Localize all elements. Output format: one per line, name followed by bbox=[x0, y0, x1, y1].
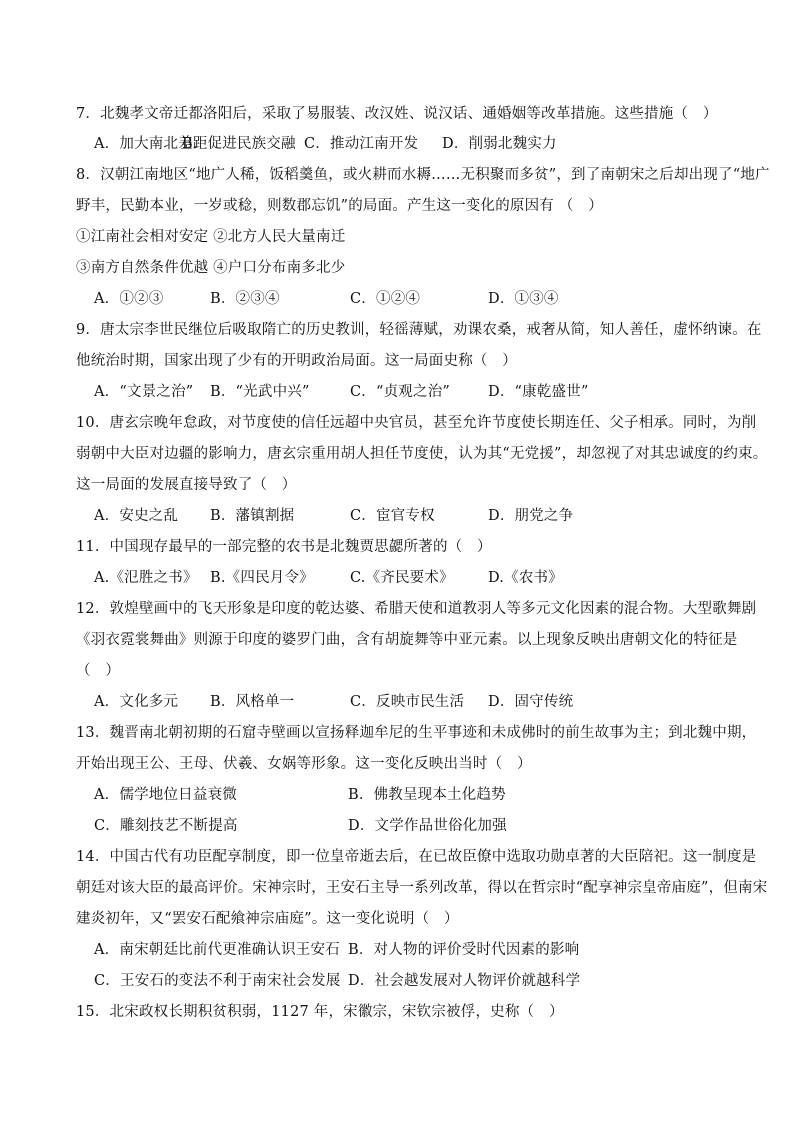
question-8-statement-1: ①江南社会相对安定 ②北方人民大量南迁 bbox=[76, 229, 346, 245]
question-11-option-a: A.《氾胜之书》 bbox=[94, 570, 198, 586]
question-12-option-b: B．风格单一 bbox=[210, 694, 295, 710]
question-10-line-1: 10．唐玄宗晚年怠政，对节度使的信任远超中央官员，甚至允许节度使长期连任、父子相承。同时，为削 bbox=[76, 415, 757, 431]
question-12-option-d: D．固守传统 bbox=[488, 694, 574, 710]
question-14-option-d: D．社会越发展对人物评价就越科学 bbox=[348, 973, 581, 989]
question-14-line-2: 朝廷对该大臣的最高评价。宋神宗时，王安石主导一系列改革，得以在哲宗时“配享神宗皇帝庙庭”，但南宋 bbox=[76, 880, 768, 896]
question-10-option-c: C．宦官专权 bbox=[350, 508, 435, 524]
question-13-option-c: C．雕刻技艺不断提高 bbox=[94, 818, 238, 834]
question-12-options bbox=[94, 692, 573, 712]
question-13-line-1: 13．魏晋南北朝初期的石窟寺壁画以宣扬释迦牟尼的生平事迹和未成佛时的前生故事为主；到北魏中期， bbox=[76, 725, 757, 741]
question-14-option-c: C．王安石的变法不利于南宋社会发展 bbox=[94, 973, 341, 989]
question-9-option-d: D．“康乾盛世” bbox=[488, 384, 589, 400]
question-9-options bbox=[94, 382, 589, 402]
question-7-option-c: C．推动江南开发 bbox=[304, 136, 419, 152]
question-8-statement-2: ③南方自然条件优越 ④户口分布南多北少 bbox=[76, 260, 346, 276]
question-11-option-d: D.《农书》 bbox=[488, 570, 563, 586]
question-12-line-1: 12．敦煌壁画中的飞天形象是印度的乾达婆、希腊天使和道教羽人等多元文化因素的混合物。大型歌舞剧 bbox=[76, 601, 757, 617]
question-10-line-2: 弱朝中大臣对边疆的影响力，唐玄宗重用胡人担任节度使，认为其“无党援”，却忽视了对其忠诚度的约束。 bbox=[76, 446, 768, 462]
question-10-option-b: B．藩镇割据 bbox=[210, 508, 295, 524]
question-13-option-a: A．儒学地位日益衰微 bbox=[94, 787, 237, 803]
question-13-option-d: D．文学作品世俗化加强 bbox=[348, 818, 507, 834]
question-14-option-a: A．南宋朝廷比前代更准确认识王安石 bbox=[94, 942, 340, 958]
question-7-line-1: 7．北魏孝文帝迁都洛阳后，采取了易服装、改汉姓、说汉话、通婚姻等改革措施。这些措施（ ） bbox=[76, 106, 718, 122]
question-8-option-a: A．①②③ bbox=[94, 291, 164, 307]
question-9-line-2: 他统治时期，国家出现了少有的开明政治局面。这一局面史称（ ） bbox=[76, 353, 517, 369]
question-12-option-c: C．反映市民生活 bbox=[350, 694, 465, 710]
question-15-line-1: 15．北宋政权长期积贫积弱，1127 年，宋徽宗，宋钦宗被俘，史称（ ） bbox=[76, 1004, 564, 1020]
question-10-option-a: A．安史之乱 bbox=[94, 508, 179, 524]
question-11-option-b: B.《四民月令》 bbox=[210, 570, 314, 586]
question-7-options bbox=[94, 134, 557, 154]
question-12-line-2: 《羽衣霓裳舞曲》则源于印度的婆罗门曲，含有胡旋舞等中亚元素。以上现象反映出唐朝文化的特征是 bbox=[76, 632, 738, 648]
question-9-option-c: C．“贞观之治” bbox=[350, 384, 451, 400]
question-10-option-d: D．朋党之争 bbox=[488, 508, 574, 524]
question-9-option-a: A．“文景之治” bbox=[94, 384, 194, 400]
question-14-options-row-2 bbox=[94, 971, 580, 991]
question-14-line-1: 14．中国古代有功臣配享制度，即一位皇帝逝去后，在已故臣僚中选取功勋卓著的大臣陪祀。这一制度是 bbox=[76, 849, 757, 865]
question-12-option-a: A．文化多元 bbox=[94, 694, 179, 710]
question-13-options-row-2 bbox=[94, 816, 507, 836]
question-7-option-a: A．加大南北差距 bbox=[94, 136, 208, 152]
question-11-line-1: 11．中国现存最早的一部完整的农书是北魏贾思勰所著的（ ） bbox=[76, 539, 492, 555]
question-13-option-b: B．佛教呈现本土化趋势 bbox=[348, 787, 506, 803]
question-13-options-row-1 bbox=[94, 785, 506, 805]
question-14-options-row-1 bbox=[94, 940, 579, 960]
question-8-options bbox=[94, 289, 559, 309]
question-14-line-3: 建炎初年，又“罢安石配飨神宗庙庭”。这一变化说明（ ） bbox=[76, 911, 459, 927]
question-13-line-2: 开始出现王公、王母、伏羲、女娲等形象。这一变化反映出当时（ ） bbox=[76, 756, 532, 772]
question-7-option-d: D．削弱北魏实力 bbox=[442, 136, 557, 152]
question-9-option-b: B．“光武中兴” bbox=[210, 384, 310, 400]
question-7-option-b: B．促进民族交融 bbox=[182, 136, 296, 152]
question-11-options bbox=[94, 568, 563, 588]
question-8-line-2: 野丰，民勤本业，一岁或稔，则数郡忘饥”的局面。产生这一变化的原因有 （ ） bbox=[76, 198, 603, 214]
question-10-line-3: 这一局面的发展直接导致了（ ） bbox=[76, 477, 297, 493]
question-12-line-3: （ ） bbox=[76, 663, 121, 679]
question-8-option-c: C．①②④ bbox=[350, 291, 421, 307]
question-8-line-1: 8．汉朝江南地区“地广人稀，饭稻羹鱼，或火耕而水耨……无积聚而多贫”，到了南朝宋之后却出现了“地广 bbox=[76, 167, 770, 183]
question-9-line-1: 9．唐太宗李世民继位后吸取隋亡的历史教训，轻徭薄赋，劝课农桑，戒奢从简，知人善任，虚怀纳谏。在 bbox=[76, 322, 762, 338]
question-8-option-d: D．①③④ bbox=[488, 291, 559, 307]
question-10-options bbox=[94, 506, 573, 526]
question-11-option-c: C.《齐民要术》 bbox=[350, 570, 454, 586]
question-14-option-b: B．对人物的评价受时代因素的影响 bbox=[348, 942, 580, 958]
question-8-option-b: B．②③④ bbox=[210, 291, 280, 307]
